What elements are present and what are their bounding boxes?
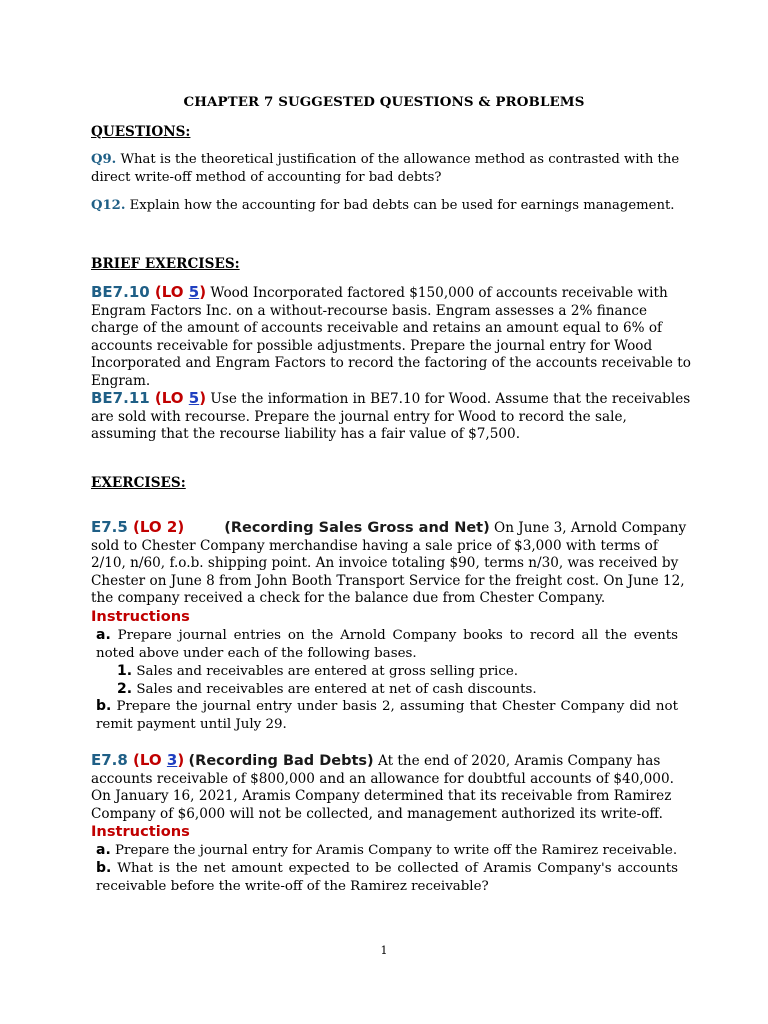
item-marker: b. — [96, 860, 112, 876]
instruction-item-b — [96, 860, 678, 895]
instructions-label: Instructions — [91, 823, 190, 840]
exercise-id: BE7.11 — [91, 389, 150, 407]
exercise-be7-10 — [91, 284, 691, 391]
learning-objective-number: 2 — [166, 518, 178, 536]
item-marker: 2. — [117, 681, 133, 697]
exercise-id: E7.5 — [91, 518, 128, 536]
question-number: Q12. — [91, 198, 126, 213]
learning-objective-link[interactable]: 3 — [166, 751, 178, 769]
item-text: Prepare journal entries on the Arnold Company books to record all the events noted above under each of the following bases. — [96, 628, 678, 661]
instruction-item-a — [96, 842, 678, 860]
item-marker: a. — [96, 842, 111, 858]
exercise-id: BE7.10 — [91, 283, 150, 301]
learning-objective: (LO 3) — [127, 751, 185, 769]
instruction-item-2 — [117, 681, 677, 699]
item-text: What is the net amount expected to be collected of Aramis Company's accounts receivable before the write-off of the Ramirez receivable? — [96, 861, 678, 894]
question-q9 — [91, 151, 691, 186]
learning-objective: (LO 5) — [149, 283, 207, 301]
learning-objective-link[interactable]: 5 — [188, 283, 200, 301]
learning-objective: (LO 5) — [149, 389, 207, 407]
question-q12 — [91, 197, 691, 215]
item-marker: 1. — [117, 663, 133, 679]
page-number: 1 — [380, 944, 388, 957]
questions-heading: QUESTIONS: — [91, 124, 191, 140]
brief-exercises-heading: BRIEF EXERCISES: — [91, 256, 240, 272]
item-text: Prepare the journal entry for Aramis Company to write off the Ramirez receivable. — [115, 843, 678, 858]
item-marker: a. — [96, 627, 111, 643]
exercise-be7-11 — [91, 390, 691, 444]
learning-objective-link[interactable]: 5 — [188, 389, 200, 407]
exercise-e7-8 — [91, 752, 691, 823]
exercise-e7-5 — [91, 519, 691, 608]
exercise-text: Wood Incorporated factored $150,000 of accounts receivable with Engram Factors Inc. on a without-recourse basis. Engram assesses a 2% finance charge of the amount of accounts receivable and retains an amount equal to 6% of accounts receivable for possible adjustments. Prepare the journal entry for Wood Incorporated and Engram Factors to record the factoring of the accounts receivable to Engram. — [91, 285, 691, 389]
exercise-title: (Recording Bad Debts) — [188, 753, 374, 769]
exercise-id: E7.8 — [91, 751, 128, 769]
instruction-item-a — [96, 627, 678, 662]
exercise-title: (Recording Sales Gross and Net) — [224, 520, 490, 536]
learning-objective: (LO 2) — [127, 518, 185, 536]
instruction-item-b — [96, 698, 678, 733]
exercise-text: On June 3, Arnold Company sold to Chester Company merchandise having a sale price of $3,000 with terms of 2/10, n/60, f.o.b. shipping point. An invoice totaling $90, terms n/30, was received by Chester on June 8 from John Booth Transport Service for the freight cost. On June 12, the company received a check for the balance due from Chester Company. — [91, 520, 687, 607]
item-text: Sales and receivables are entered at gross selling price. — [136, 664, 519, 679]
question-text: Explain how the accounting for bad debts can be used for earnings management. — [125, 198, 675, 213]
item-marker: b. — [96, 698, 112, 714]
exercises-heading: EXERCISES: — [91, 475, 186, 491]
item-text: Sales and receivables are entered at net of cash discounts. — [136, 682, 537, 697]
instruction-item-1 — [117, 663, 677, 681]
item-text: Prepare the journal entry under basis 2, assuming that Chester Company did not remit payment until July 29. — [96, 699, 679, 732]
exercise-text: Use the information in BE7.10 for Wood. Assume that the receivables are sold with recourse. Prepare the journal entry for Wood to record the sale, assuming that the recourse liability has a fair value of $7,500. — [91, 391, 691, 443]
exercise-text: At the end of 2020, Aramis Company has accounts receivable of $800,000 and an allowance for doubtful accounts of $40,000. On January 16, 2021, Aramis Company determined that its receivable from Ramirez Company of $6,000 will not be collected, and management authorized its write-off. — [91, 753, 674, 822]
page-title: CHAPTER 7 SUGGESTED QUESTIONS & PROBLEMS — [183, 94, 585, 110]
question-text: What is the theoretical justification of the allowance method as contrasted with the direct write-off method of accounting for bad debts? — [91, 152, 680, 185]
instructions-label: Instructions — [91, 608, 190, 625]
question-number: Q9. — [91, 152, 117, 167]
